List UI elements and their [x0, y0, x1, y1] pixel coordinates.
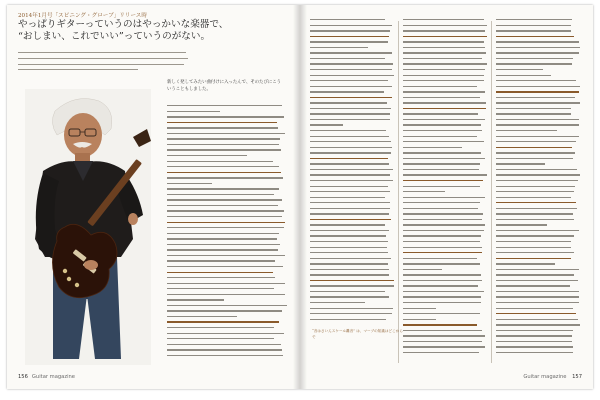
text-line-bar [496, 102, 580, 103]
text-line-bar [403, 147, 462, 148]
text-line [310, 317, 394, 323]
text-line-bar [403, 291, 484, 292]
text-line-bar [496, 58, 573, 59]
text-line-bar [403, 102, 486, 103]
text-line-bar [310, 69, 392, 70]
text-line-bar [310, 19, 385, 20]
text-line-bar [310, 263, 388, 264]
second-pull-quote: “音はさいんスケール離音” は、マーブの知識はどこからで [312, 329, 403, 339]
text-line-bar [403, 302, 481, 303]
text-line-bar [496, 197, 571, 198]
text-line-bar [403, 224, 485, 225]
text-line-bar [167, 249, 278, 250]
text-line-bar [403, 80, 484, 81]
text-line-bar [310, 52, 392, 53]
text-line-bar [496, 252, 574, 253]
left-page [7, 5, 300, 389]
text-line-bar [496, 36, 574, 37]
right-folio-label: Guitar magazine [523, 374, 567, 380]
text-line-bar [310, 25, 392, 26]
text-line-bar [496, 108, 571, 109]
text-line-bar [403, 330, 482, 331]
right-text-column-1 [310, 17, 394, 322]
text-line-bar [167, 105, 282, 106]
text-line-bar [310, 30, 390, 31]
text-line-bar [310, 197, 385, 198]
text-line-bar [310, 241, 388, 242]
text-line-bar [496, 174, 580, 175]
text-line-bar [167, 222, 285, 223]
text-line-bar [310, 269, 389, 270]
text-line-bar [403, 141, 484, 142]
text-line-bar [167, 305, 287, 306]
text-line-bar [167, 166, 279, 167]
text-line-bar [496, 330, 573, 331]
text-line-bar [496, 274, 574, 275]
text-line-bar [167, 327, 274, 328]
text-line-bar [167, 188, 279, 189]
text-line-bar [167, 316, 237, 317]
text-line-bar [496, 335, 572, 336]
text-line-bar [403, 191, 445, 192]
text-line-bar [167, 233, 279, 234]
text-line-bar [403, 113, 478, 114]
magazine-spread [7, 5, 593, 389]
text-line-bar [403, 75, 484, 76]
article-headline [18, 19, 288, 43]
article-kicker: 2014年1月号「スピニング・グローブ」リリース時 [18, 13, 147, 19]
text-line-bar [310, 97, 392, 98]
text-line-bar [310, 80, 388, 81]
text-line-bar [310, 152, 391, 153]
text-line-bar [310, 102, 387, 103]
text-line-bar [310, 124, 343, 125]
text-line-bar [310, 180, 393, 181]
text-line-bar [403, 152, 481, 153]
text-line-bar [403, 235, 481, 236]
text-line-bar [167, 283, 285, 284]
text-line-bar [310, 186, 388, 187]
text-line-bar [310, 219, 391, 220]
text-line-bar [403, 158, 485, 159]
text-line-bar [496, 280, 578, 281]
text-line-bar [310, 247, 387, 248]
text-line-bar [403, 186, 480, 187]
text-line-bar [167, 227, 284, 228]
text-line-bar [167, 344, 281, 345]
text-line-bar [310, 302, 365, 303]
text-line-bar [167, 149, 281, 150]
text-line-bar [403, 202, 480, 203]
text-line-bar [403, 47, 485, 48]
text-line-bar [310, 252, 388, 253]
text-line-bar [167, 144, 279, 145]
text-line-bar [167, 244, 280, 245]
column-rule-1 [398, 21, 399, 363]
text-line-bar [167, 127, 278, 128]
right-page [300, 5, 593, 389]
text-line-bar [403, 241, 480, 242]
text-line-bar [496, 180, 578, 181]
text-line-bar [310, 75, 394, 76]
text-line-bar [310, 291, 385, 292]
text-line-bar [310, 235, 386, 236]
text-line-bar [403, 258, 477, 259]
text-line-bar [310, 130, 386, 131]
right-text-column-2 [403, 17, 487, 355]
text-line-bar [403, 30, 485, 31]
text-line-bar [310, 163, 389, 164]
text-line-bar [310, 108, 391, 109]
text-line-bar [310, 136, 389, 137]
text-line-bar [496, 291, 579, 292]
text-line-bar [167, 355, 283, 356]
text-line-bar [310, 213, 389, 214]
text-line-bar [496, 113, 571, 114]
text-line-bar [496, 80, 576, 81]
text-line-bar [167, 272, 273, 273]
text-line-bar [167, 349, 282, 350]
text-line-bar [403, 247, 482, 248]
text-line-bar [496, 86, 580, 87]
text-line-bar [167, 177, 283, 178]
text-line-bar [496, 352, 573, 353]
text-line-bar [310, 308, 393, 309]
text-line-bar [496, 75, 551, 76]
text-line-bar [496, 346, 573, 347]
text-line-bar [403, 274, 481, 275]
text-line-bar [496, 308, 573, 309]
text-line-bar [167, 133, 285, 134]
text-line-bar [403, 69, 485, 70]
text-line-bar [167, 238, 277, 239]
text-line-bar [403, 208, 478, 209]
text-line-bar [167, 310, 282, 311]
text-line-bar [167, 199, 282, 200]
left-page-number: 156 [18, 374, 28, 380]
text-line-bar [403, 108, 486, 109]
text-line-bar [496, 235, 574, 236]
text-line-bar [496, 186, 575, 187]
text-line-bar [496, 285, 570, 286]
text-line-bar [403, 352, 479, 353]
text-line-bar [310, 86, 392, 87]
text-line-bar [496, 258, 571, 259]
text-line-bar [167, 260, 275, 261]
text-line-bar [496, 69, 543, 70]
text-line-bar [496, 124, 579, 125]
text-line-bar [403, 41, 484, 42]
column-rule-2 [491, 21, 492, 363]
text-line-bar [496, 230, 579, 231]
text-line-bar [310, 274, 389, 275]
text-line-bar [167, 138, 280, 139]
text-line-bar [403, 296, 481, 297]
text-line-bar [403, 341, 482, 342]
text-line-bar [167, 194, 274, 195]
text-line-bar [496, 313, 576, 314]
right-page-number: 157 [572, 374, 582, 380]
text-line-bar [167, 255, 285, 256]
text-line-bar [167, 288, 274, 289]
text-line-bar [167, 155, 247, 156]
text-line-bar [167, 216, 282, 217]
text-line-bar [403, 163, 480, 164]
text-line-bar [403, 52, 486, 53]
text-line-bar [496, 52, 579, 53]
text-line-bar [310, 285, 394, 286]
text-line-bar [167, 172, 281, 173]
text-line-bar [310, 63, 393, 64]
text-line-bar [167, 161, 273, 162]
text-line-bar [496, 41, 579, 42]
left-page-text-column [167, 103, 287, 358]
text-line-bar [496, 213, 573, 214]
text-line-bar [496, 296, 579, 297]
text-line-bar [403, 25, 487, 26]
headline-line-2: “おしまい、これでいい”っていうのがない。 [18, 31, 211, 42]
text-line-bar [496, 158, 573, 159]
text-line-bar [496, 324, 580, 325]
text-line-bar [496, 136, 579, 137]
right-folio [523, 374, 582, 380]
text-line-bar [403, 119, 485, 120]
text-line-bar [403, 313, 480, 314]
left-folio-label: Guitar magazine [31, 374, 75, 380]
text-line-bar [496, 47, 580, 48]
text-line-bar [310, 158, 388, 159]
text-line-bar [403, 346, 485, 347]
text-line-bar [496, 224, 547, 225]
headline-line-1: やっぱりギターっていうのはやっかいな楽器で、 [18, 19, 229, 30]
text-line-bar [496, 191, 574, 192]
text-line [496, 350, 580, 356]
text-line-bar [167, 111, 220, 112]
text-line-bar [310, 224, 385, 225]
text-line-bar [496, 269, 579, 270]
text-line-bar [403, 180, 483, 181]
text-line-bar [403, 280, 482, 281]
text-line-bar [310, 147, 392, 148]
text-line-bar [403, 36, 487, 37]
article-lede [18, 50, 190, 72]
text-line-bar [310, 191, 390, 192]
text-line-bar [496, 302, 579, 303]
text-line-bar [403, 197, 485, 198]
text-line-bar [403, 324, 477, 325]
text-line-bar [403, 130, 482, 131]
text-line-bar [310, 58, 385, 59]
text-line-bar [403, 124, 481, 125]
text-line-bar [167, 210, 284, 211]
text-line [403, 350, 487, 356]
text-line-bar [403, 308, 436, 309]
text-line-bar [403, 58, 482, 59]
text-line-bar [310, 319, 386, 320]
text-line-bar [403, 285, 478, 286]
text-line-bar [403, 86, 477, 87]
left-folio [18, 374, 75, 380]
text-line [167, 353, 287, 359]
text-line-bar [496, 319, 578, 320]
text-line-bar [496, 202, 576, 203]
text-line-bar [403, 269, 442, 270]
text-line-bar [496, 25, 571, 26]
text-line-bar [310, 174, 390, 175]
text-line-bar [310, 41, 388, 42]
text-line-bar [403, 63, 487, 64]
text-line-bar [310, 202, 390, 203]
text-line-bar [310, 141, 391, 142]
text-line-bar [496, 91, 579, 92]
text-line-bar [496, 341, 572, 342]
text-line-bar [403, 174, 487, 175]
text-line-bar [496, 130, 557, 131]
text-line-bar [496, 247, 571, 248]
text-line-bar [310, 91, 384, 92]
text-line-bar [310, 313, 392, 314]
text-line-bar [496, 63, 572, 64]
text-line-bar [167, 299, 224, 300]
text-line-bar [167, 338, 274, 339]
text-line-bar [496, 147, 572, 148]
text-line-bar [310, 119, 390, 120]
text-line-bar [496, 241, 571, 242]
text-line-bar [167, 333, 284, 334]
text-line-bar [167, 183, 212, 184]
text-line-bar [403, 91, 485, 92]
text-line-bar [310, 230, 389, 231]
text-line-bar [310, 36, 389, 37]
text-line-bar [167, 116, 284, 117]
text-line-bar [167, 122, 277, 123]
text-line-bar [496, 219, 574, 220]
text-line-bar [310, 258, 391, 259]
text-line-bar [167, 321, 279, 322]
text-line-bar [167, 294, 285, 295]
text-line-bar [310, 296, 389, 297]
text-line-bar [403, 319, 436, 320]
text-line-bar [496, 263, 555, 264]
text-line-bar [310, 47, 368, 48]
text-line-bar [310, 280, 394, 281]
right-text-column-3 [496, 17, 580, 355]
guitarist-photo [25, 89, 151, 365]
pull-quote: 新しく発してみたい曲付けに入ったんで、そのたびにこういうこともしました。 [167, 80, 282, 92]
text-line-bar [403, 19, 484, 20]
text-line-bar [310, 208, 390, 209]
text-line-bar [310, 113, 390, 114]
text-line-bar [496, 19, 572, 20]
text-line-bar [496, 141, 576, 142]
text-line-bar [403, 169, 479, 170]
text-line-bar [310, 169, 393, 170]
text-line-bar [403, 252, 482, 253]
text-line-bar [403, 97, 480, 98]
text-line-bar [167, 266, 283, 267]
text-line-bar [403, 219, 482, 220]
text-line-bar [496, 163, 545, 164]
text-line-bar [403, 335, 485, 336]
text-line-bar [496, 208, 577, 209]
text-line-bar [167, 205, 278, 206]
lede-line [18, 67, 138, 73]
text-line-bar [403, 230, 484, 231]
text-line-bar [496, 169, 577, 170]
text-line-bar [403, 136, 477, 137]
text-line-bar [496, 30, 571, 31]
text-line-bar [496, 152, 575, 153]
text-line-bar [496, 97, 575, 98]
text-line-bar [403, 213, 483, 214]
text-line-bar [403, 263, 480, 264]
text-line-bar [167, 277, 275, 278]
text-line-bar [496, 119, 579, 120]
